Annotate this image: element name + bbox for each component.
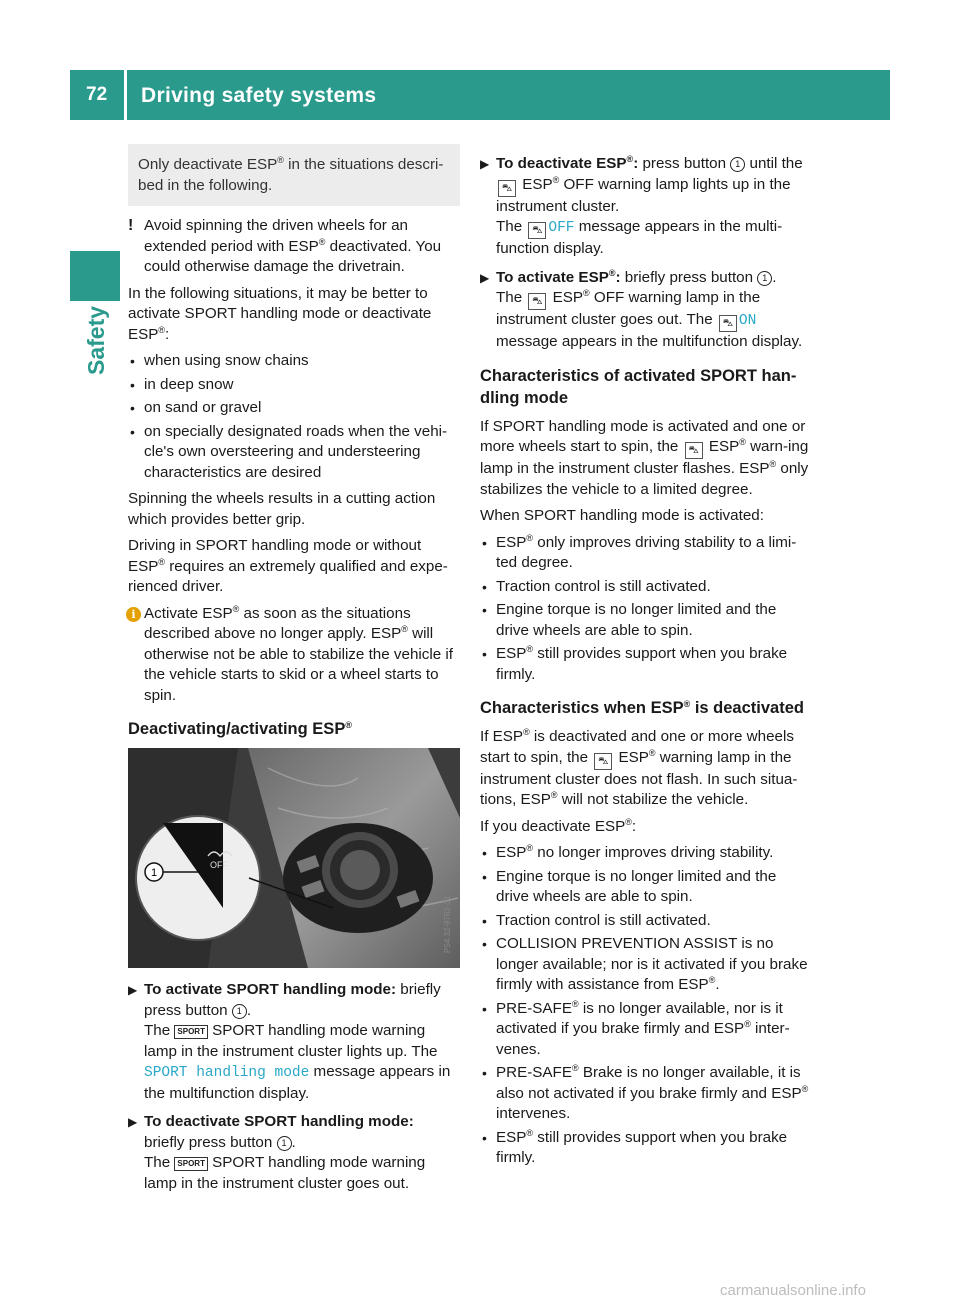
button-ref: 1 bbox=[757, 271, 772, 286]
step-activate-esp: ▶ To activate ESP®: briefly press button 1 . The ⛍ ESP® OFF warning lamp in the instrument cluster goes out. The ⛍ ON message appears in the multifunction display. bbox=[480, 267, 803, 350]
button-ref: 1 bbox=[277, 1136, 292, 1151]
list-item: • ESP® still provides support when you brake firmly. bbox=[480, 644, 813, 685]
step-deactivate-sport: ▶ To deactivate SPORT handling mode: briefly press button 1 . The SPORT SPORT handling mode warning lamp in the instrument cluster goes out. bbox=[128, 1113, 426, 1192]
section-heading: Characteristics when ESP® is deactivated bbox=[480, 699, 804, 717]
info-note: i Activate ESP® as soon as the situations described above no longer apply. ESP® will otherwise not be able to stabilize the vehicle if the vehicle starts to skid or a wheel starts to spin. bbox=[128, 604, 460, 707]
paragraph: When SPORT handling mode is activated: bbox=[480, 507, 764, 524]
esp-off-lamp-icon: ⛍ bbox=[498, 180, 516, 197]
paragraph: Driving in SPORT handling mode or without ESP® requires an extremely qualified and expe-rienced driver. bbox=[128, 537, 448, 595]
side-tab-label: Safety bbox=[83, 305, 109, 375]
situations-list bbox=[128, 351, 460, 483]
list-item: • on sand or gravel bbox=[128, 398, 460, 419]
header-divider bbox=[124, 70, 127, 120]
list-item: • PRE-SAFE® is no longer available, nor is it activated if you brake firmly and ESP® inter-venes. bbox=[480, 999, 813, 1061]
esp-off-list bbox=[480, 843, 813, 1169]
intro-paragraph: In the following situations, it may be better to activate SPORT handling mode or deactivate ESP®: bbox=[128, 284, 432, 343]
list-item: • ESP® no longer improves driving stability. bbox=[480, 843, 813, 864]
step-deactivate-esp: ▶ To deactivate ESP®: press button 1 until the ⛍ ESP® OFF warning lamp lights up in the instrument cluster. The ⛍ OFF message appears in the multi-function display. bbox=[480, 154, 803, 257]
esp-lamp-icon: ⛍ bbox=[719, 315, 737, 332]
list-item: • ESP® still provides support when you brake firmly. bbox=[480, 1128, 813, 1169]
display-message: SPORT handling mode bbox=[144, 1065, 310, 1081]
esp-off-button-label: OFF bbox=[210, 860, 228, 870]
esp-off-lamp-icon: ⛍ bbox=[528, 293, 546, 310]
list-item: • ESP® only improves driving stability to a limi-ted degree. bbox=[480, 533, 813, 574]
step-activate-sport: ▶ To activate SPORT handling mode: briefly press button 1 . The SPORT SPORT handling mode warning lamp in the instrument cluster lights up. The SPORT handling mode message appears in the multifunction display. bbox=[128, 981, 451, 1102]
esp-lamp-icon: ⛍ bbox=[685, 442, 703, 459]
list-item: • COLLISION PREVENTION ASSIST is no longer available; nor is it activated if you brake firmly with assistance from ESP®. bbox=[480, 934, 813, 996]
list-item: • Engine torque is no longer limited and the drive wheels are able to spin. bbox=[480, 600, 813, 641]
display-message: ON bbox=[738, 313, 757, 329]
figure-code: P54.32-9762-31 bbox=[443, 895, 452, 953]
list-item: • Traction control is still activated. bbox=[480, 577, 813, 598]
list-item: • when using snow chains bbox=[128, 351, 460, 372]
note-box: Only deactivate ESP® in the situations descri-bed in the following. bbox=[128, 144, 460, 206]
sport-mode-list bbox=[480, 533, 813, 686]
step-arrow-icon: ▶ bbox=[480, 270, 490, 285]
sport-lamp-icon: SPORT bbox=[174, 1157, 208, 1171]
warning-note: ! Avoid spinning the driven wheels for an extended period with ESP® deactivated. You could otherwise damage the drivetrain. bbox=[128, 217, 442, 275]
center-console-photo bbox=[128, 748, 460, 968]
step-arrow-icon: ▶ bbox=[128, 1115, 138, 1129]
section-heading: Deactivating/activating ESP® bbox=[128, 720, 352, 738]
step-arrow-icon: ▶ bbox=[128, 983, 138, 997]
button-ref: 1 bbox=[730, 157, 745, 172]
esp-lamp-icon: ⛍ bbox=[528, 222, 546, 239]
paragraph: If SPORT handling mode is activated and one or more wheels start to spin, the ⛍ ESP® warn-ing lamp in the instrument cluster flashes. ESP® only stabilizes the vehicle to a limited degree. bbox=[480, 417, 809, 498]
display-message: OFF bbox=[548, 220, 575, 236]
paragraph: If you deactivate ESP®: bbox=[480, 816, 637, 835]
right-column bbox=[480, 154, 813, 1175]
step-arrow-icon: ▶ bbox=[480, 157, 490, 171]
info-icon: i bbox=[126, 607, 141, 622]
list-item: • Traction control is still activated. bbox=[480, 911, 813, 932]
paragraph: Spinning the wheels results in a cutting action which provides better grip. bbox=[128, 490, 436, 528]
paragraph: If ESP® is deactivated and one or more wheels start to spin, the ⛍ ESP® warning lamp in the instrument cluster does not flash. In such situa-tions, ESP® will not stabilize the vehicle. bbox=[480, 727, 798, 808]
sport-lamp-icon: SPORT bbox=[174, 1025, 208, 1039]
chapter-title: Driving safety systems bbox=[141, 84, 377, 107]
list-item: • in deep snow bbox=[128, 375, 460, 396]
list-item: • on specially designated roads when the vehi-cle's own oversteering and understeering characteristics are desired bbox=[128, 422, 460, 484]
section-heading: Characteristics of activated SPORT han-dling mode bbox=[480, 366, 797, 407]
page-number: 72 bbox=[86, 84, 108, 105]
side-tab-marker bbox=[70, 251, 120, 301]
center-console-illustration bbox=[128, 748, 460, 968]
esp-lamp-icon: ⛍ bbox=[594, 753, 612, 770]
warning-icon: ! bbox=[128, 217, 134, 234]
footer-watermark[interactable]: carmanualsonline.info bbox=[720, 1282, 866, 1299]
list-item: • Engine torque is no longer limited and the drive wheels are able to spin. bbox=[480, 867, 813, 908]
left-column bbox=[128, 144, 460, 1202]
callout-number: 1 bbox=[150, 867, 158, 879]
list-item: • PRE-SAFE® Brake is no longer available, it is also not activated if you brake firmly and ESP® intervenes. bbox=[480, 1063, 813, 1125]
button-ref: 1 bbox=[232, 1004, 247, 1019]
